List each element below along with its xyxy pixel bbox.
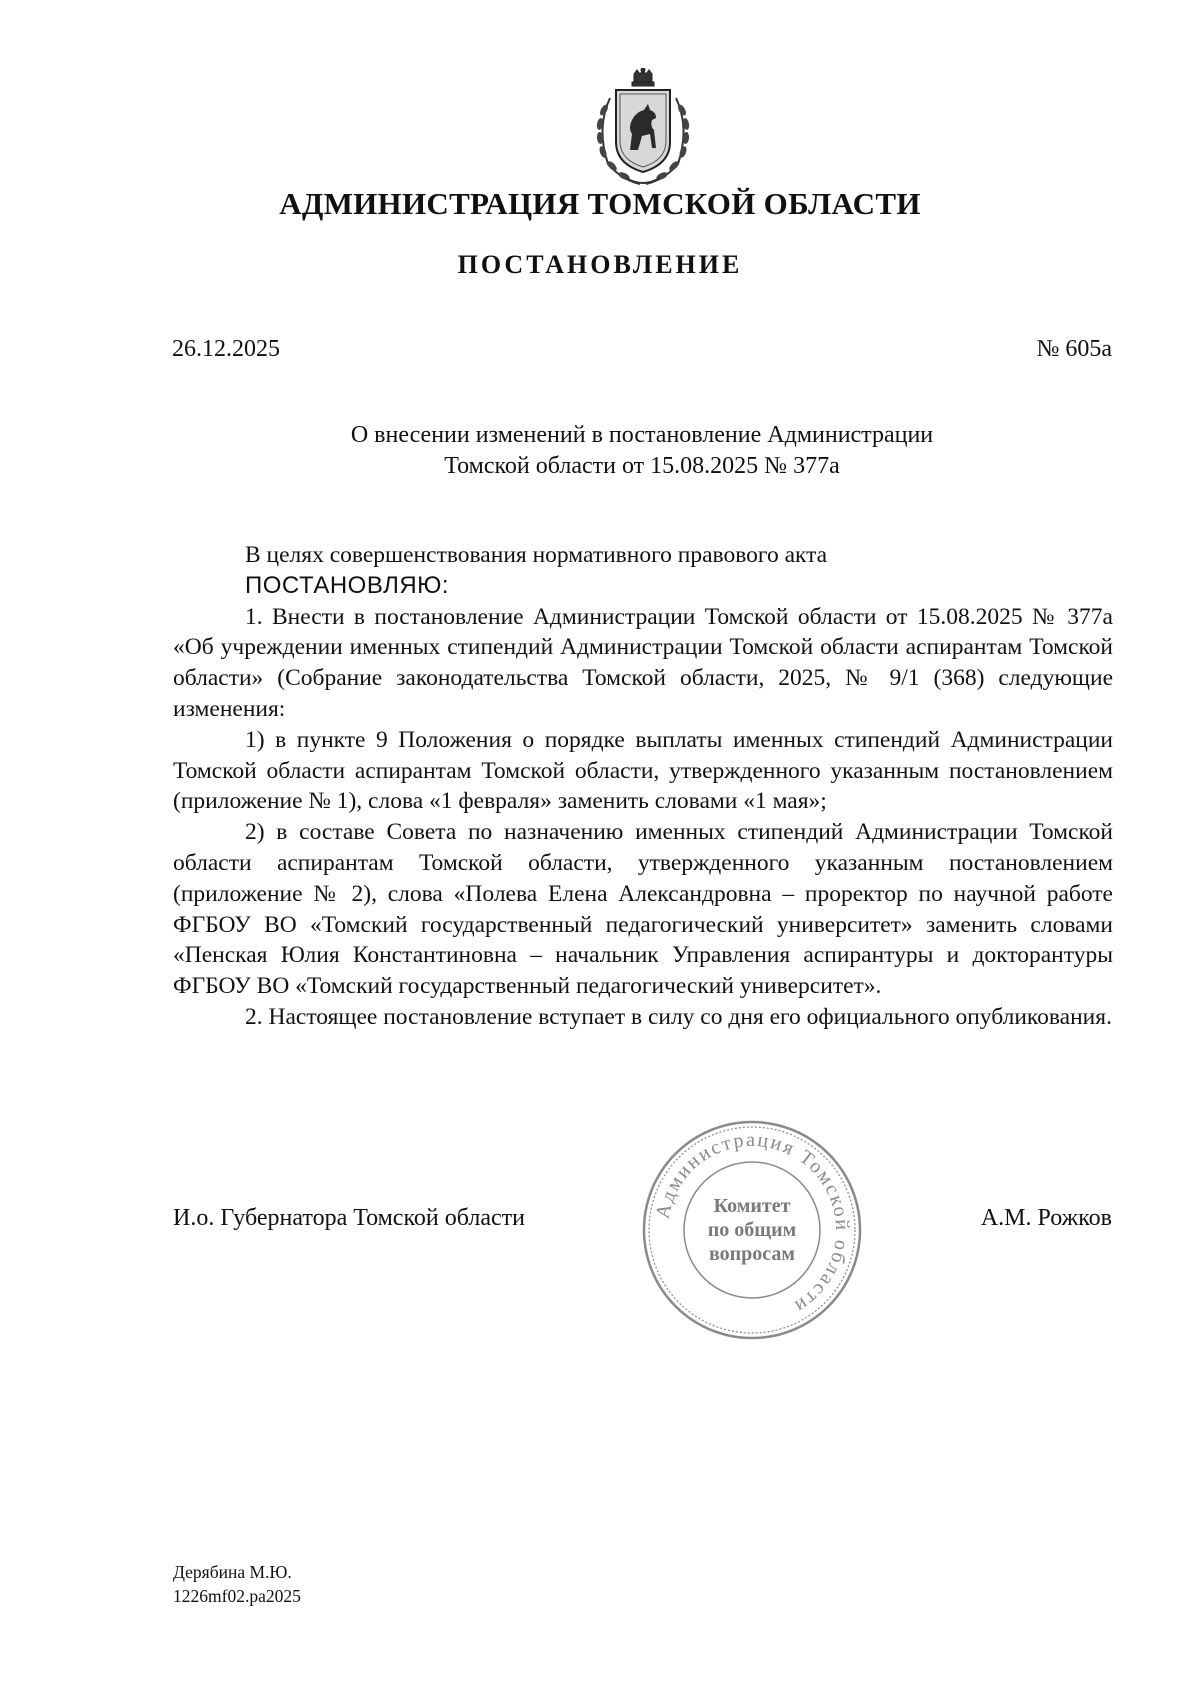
stamp-center-line: вопросам bbox=[708, 1243, 796, 1265]
signatory-name: А.М. Рожков bbox=[980, 1205, 1112, 1231]
organization-title: АДМИНИСТРАЦИЯ ТОМСКОЙ ОБЛАСТИ bbox=[279, 186, 921, 221]
document-type: ПОСТАНОВЛЕНИЕ bbox=[457, 250, 743, 279]
body-paragraph: 1. Внести в постановление Администрации Томской области от 15.08.2025 № 377а «Об учреждении именных стипендий Администрации Томской области аспирантам Томской области» (Собрание законодательства Томской области, 2025, № 9/1 (368) следующие изменения: bbox=[173, 603, 1113, 722]
subject-line: Томской области от 15.08.2025 № 377а bbox=[444, 453, 840, 479]
stamp-ring-text: Администрация Томской области bbox=[651, 1128, 854, 1319]
decree-word: ПОСТАНОВЛЯЮ: bbox=[245, 571, 450, 599]
body-paragraph: 1) в пункте 9 Положения о порядке выплаты именных стипендий Администрации Томской области аспирантам Томской области, утвержденного указанным постановлением (приложение № 1), слова «1 февраля» заменить словами «1 мая»; bbox=[173, 726, 1113, 815]
document-footer bbox=[173, 1560, 301, 1608]
preamble: В целях совершенствования нормативного правового акта bbox=[245, 542, 828, 568]
coat-of-arms-icon bbox=[582, 68, 702, 192]
file-code: 1226mf02.pa2025 bbox=[173, 1586, 301, 1606]
body-paragraph: 2) в составе Совета по назначению именных стипендий Администрации Томской области аспирантам Томской области, утвержденного указанным постановлением (приложение № 2), слова «Полева Елена Александровна – проректор по научной работе ФГБОУ ВО «Томский государственный педагогический университет» заменить словами «Пенская Юлия Константиновна – начальник Управления аспирантуры и докторантуры ФГБОУ ВО «Томский государственный педагогический университет». bbox=[173, 819, 1113, 1000]
signatory-position: И.о. Губернатора Томской области bbox=[173, 1205, 525, 1231]
document-number: № 605а bbox=[1036, 336, 1112, 362]
document-subject bbox=[0, 420, 1200, 482]
official-stamp bbox=[640, 1118, 864, 1342]
document-date: 26.12.2025 bbox=[172, 336, 280, 362]
subject-line: О внесении изменений в постановление Администрации bbox=[350, 422, 934, 448]
document-body bbox=[173, 540, 1113, 1033]
stamp-center-line: по общим bbox=[707, 1219, 797, 1241]
stamp-center-line: Комитет bbox=[713, 1195, 791, 1217]
executor-name: Дерябина М.Ю. bbox=[173, 1562, 292, 1582]
body-paragraph: 2. Настоящее постановление вступает в силу со дня его официального опубликования. bbox=[245, 1003, 1112, 1030]
